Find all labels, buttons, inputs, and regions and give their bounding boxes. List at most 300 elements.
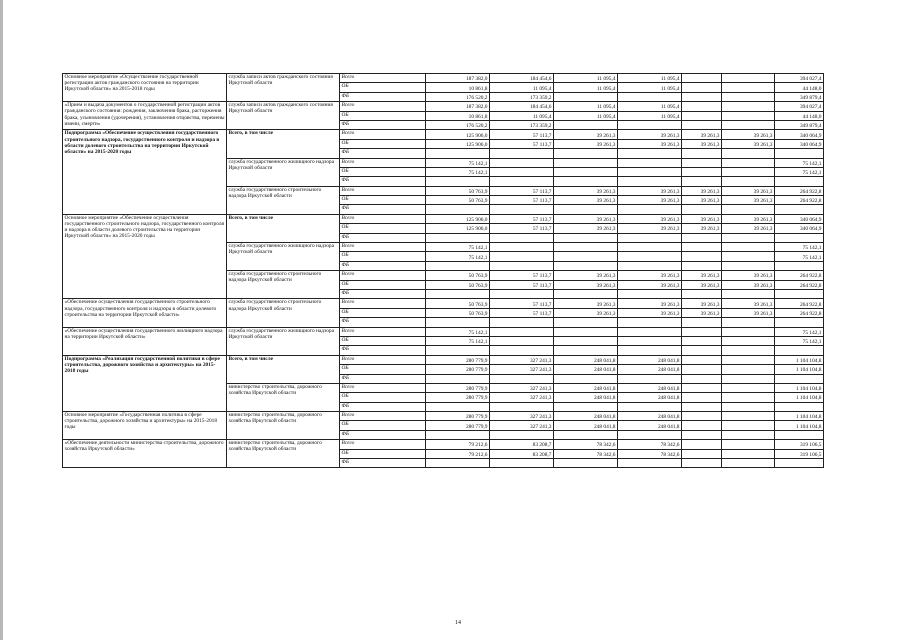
year-value-cell bbox=[490, 327, 554, 336]
year-value-cell bbox=[722, 412, 775, 421]
year-value-cell bbox=[426, 318, 490, 327]
funding-source-cell: Всего bbox=[340, 412, 426, 421]
year-value-cell: 248 041,8 bbox=[618, 393, 682, 402]
year-value-cell: 75 142,1 bbox=[426, 327, 490, 336]
year-value-cell: 125 906,0 bbox=[426, 224, 490, 233]
year-value-cell bbox=[554, 149, 618, 158]
year-value-cell: 11 095,4 bbox=[490, 111, 554, 120]
year-value-cell bbox=[682, 243, 722, 252]
year-value-cell bbox=[554, 120, 618, 129]
year-value-cell: 50 763,9 bbox=[426, 186, 490, 195]
funding-source-cell: ОБ bbox=[340, 421, 426, 430]
activity-name-cell: Основное мероприятие «Государственная политика в сфере строительства, дорожного хозяйства и архитектуры» на 2015-2018 годы bbox=[63, 412, 227, 440]
year-value-cell bbox=[618, 430, 682, 439]
year-value-cell bbox=[722, 289, 775, 298]
funding-source-cell: ОБ bbox=[340, 280, 426, 289]
year-value-cell bbox=[682, 167, 722, 176]
funding-source-cell: ФБ bbox=[340, 205, 426, 214]
funding-source-cell: ОБ bbox=[340, 449, 426, 458]
executor-cell: служба записи актов гражданского состояния Иркутской области bbox=[227, 74, 340, 102]
year-value-cell bbox=[722, 158, 775, 167]
total-value-cell bbox=[775, 261, 824, 270]
year-value-cell bbox=[722, 318, 775, 327]
total-value-cell bbox=[775, 318, 824, 327]
year-value-cell bbox=[554, 430, 618, 439]
year-value-cell: 10 861,8 bbox=[426, 111, 490, 120]
year-value-cell bbox=[618, 92, 682, 101]
year-value-cell: 327 241,3 bbox=[490, 355, 554, 364]
year-value-cell bbox=[490, 243, 554, 252]
year-value-cell: 78 342,6 bbox=[618, 449, 682, 458]
year-value-cell: 39 261,3 bbox=[554, 271, 618, 280]
year-value-cell bbox=[682, 374, 722, 383]
year-value-cell: 11 095,4 bbox=[618, 102, 682, 111]
year-value-cell bbox=[682, 92, 722, 101]
total-value-cell: 1 104 104,8 bbox=[775, 383, 824, 392]
executor-cell: служба записи актов гражданского состояния Иркутской области bbox=[227, 102, 340, 130]
year-value-cell: 39 261,3 bbox=[682, 299, 722, 308]
year-value-cell: 50 763,9 bbox=[426, 271, 490, 280]
total-value-cell: 1 104 104,8 bbox=[775, 393, 824, 402]
year-value-cell bbox=[618, 233, 682, 242]
total-value-cell: 319 106,5 bbox=[775, 440, 824, 449]
year-value-cell: 83 208,7 bbox=[490, 449, 554, 458]
total-value-cell: 75 142,1 bbox=[775, 158, 824, 167]
year-value-cell bbox=[426, 261, 490, 270]
year-value-cell bbox=[618, 336, 682, 345]
year-value-cell: 39 261,3 bbox=[554, 224, 618, 233]
total-value-cell: 75 142,1 bbox=[775, 252, 824, 261]
year-value-cell: 280 779,9 bbox=[426, 365, 490, 374]
year-value-cell bbox=[426, 289, 490, 298]
year-value-cell: 11 095,4 bbox=[618, 83, 682, 92]
funding-source-cell: ФБ bbox=[340, 374, 426, 383]
year-value-cell: 57 113,7 bbox=[490, 280, 554, 289]
year-value-cell: 50 763,9 bbox=[426, 280, 490, 289]
year-value-cell bbox=[682, 74, 722, 83]
year-value-cell bbox=[490, 233, 554, 242]
year-value-cell bbox=[682, 440, 722, 449]
year-value-cell bbox=[490, 402, 554, 411]
year-value-cell bbox=[722, 243, 775, 252]
year-value-cell bbox=[490, 430, 554, 439]
year-value-cell: 39 261,3 bbox=[682, 130, 722, 139]
funding-source-cell: ОБ bbox=[340, 336, 426, 345]
funding-source-cell: Всего bbox=[340, 243, 426, 252]
year-value-cell bbox=[554, 261, 618, 270]
year-value-cell bbox=[722, 120, 775, 129]
year-value-cell: 39 261,3 bbox=[682, 214, 722, 223]
executor-cell: служба государственного строительного надзора Иркутской области bbox=[227, 299, 340, 327]
year-value-cell: 280 779,9 bbox=[426, 412, 490, 421]
year-value-cell bbox=[722, 421, 775, 430]
funding-source-cell: ОБ bbox=[340, 167, 426, 176]
year-value-cell: 327 241,3 bbox=[490, 365, 554, 374]
year-value-cell: 39 261,3 bbox=[682, 139, 722, 148]
year-value-cell: 79 212,6 bbox=[426, 449, 490, 458]
year-value-cell bbox=[554, 167, 618, 176]
funding-source-cell: ФБ bbox=[340, 346, 426, 355]
page-number: 14 bbox=[455, 620, 461, 626]
year-value-cell: 39 261,3 bbox=[554, 196, 618, 205]
year-value-cell bbox=[618, 167, 682, 176]
year-value-cell: 39 261,3 bbox=[618, 280, 682, 289]
funding-source-cell: ОБ bbox=[340, 365, 426, 374]
year-value-cell bbox=[490, 289, 554, 298]
funding-source-cell: ОБ bbox=[340, 393, 426, 402]
year-value-cell: 184 454,6 bbox=[490, 102, 554, 111]
activity-name-cell: Подпрограмма «Обеспечение осуществления государственного строительного надзора, государственного контроля и надзора в области долевого строительства на территории Иркутской области» на 2015-2020 годы bbox=[63, 130, 227, 215]
funding-source-cell: ФБ bbox=[340, 149, 426, 158]
year-value-cell bbox=[618, 149, 682, 158]
year-value-cell bbox=[554, 336, 618, 345]
total-value-cell: 349 879,4 bbox=[775, 120, 824, 129]
total-value-cell: 340 064,9 bbox=[775, 139, 824, 148]
year-value-cell: 75 142,1 bbox=[426, 158, 490, 167]
funding-source-cell: Всего bbox=[340, 383, 426, 392]
year-value-cell bbox=[426, 233, 490, 242]
year-value-cell bbox=[426, 177, 490, 186]
year-value-cell bbox=[618, 374, 682, 383]
year-value-cell: 248 041,8 bbox=[618, 355, 682, 364]
year-value-cell bbox=[554, 177, 618, 186]
year-value-cell: 39 261,3 bbox=[682, 280, 722, 289]
total-value-cell: 75 142,1 bbox=[775, 327, 824, 336]
year-value-cell bbox=[682, 365, 722, 374]
total-value-cell: 1 104 104,8 bbox=[775, 365, 824, 374]
year-value-cell bbox=[618, 327, 682, 336]
funding-source-cell: ФБ bbox=[340, 92, 426, 101]
year-value-cell bbox=[554, 327, 618, 336]
table-row bbox=[63, 299, 824, 308]
year-value-cell bbox=[490, 158, 554, 167]
total-value-cell bbox=[775, 374, 824, 383]
year-value-cell bbox=[426, 346, 490, 355]
year-value-cell bbox=[682, 318, 722, 327]
year-value-cell: 39 261,3 bbox=[722, 186, 775, 195]
year-value-cell: 184 454,6 bbox=[490, 74, 554, 83]
year-value-cell bbox=[722, 111, 775, 120]
year-value-cell: 39 261,3 bbox=[682, 224, 722, 233]
total-value-cell bbox=[775, 430, 824, 439]
year-value-cell: 39 261,3 bbox=[722, 280, 775, 289]
year-value-cell bbox=[682, 120, 722, 129]
year-value-cell bbox=[722, 393, 775, 402]
total-value-cell: 75 142,1 bbox=[775, 336, 824, 345]
year-value-cell: 39 261,3 bbox=[722, 271, 775, 280]
year-value-cell: 125 906,0 bbox=[426, 214, 490, 223]
year-value-cell bbox=[426, 402, 490, 411]
year-value-cell bbox=[722, 383, 775, 392]
year-value-cell: 39 261,3 bbox=[722, 214, 775, 223]
total-value-cell: 264 922,8 bbox=[775, 271, 824, 280]
total-value-cell: 394 027,4 bbox=[775, 74, 824, 83]
activity-name-cell: «Прием и выдача документов о государственной регистрации актов гражданского состояния: рождения, заключения брака, расторжения брака, усыновления (удочерения), установления отцовства, перемены имени, смерти» bbox=[63, 102, 227, 130]
year-value-cell: 248 041,8 bbox=[554, 421, 618, 430]
year-value-cell bbox=[554, 346, 618, 355]
year-value-cell bbox=[618, 402, 682, 411]
year-value-cell bbox=[490, 177, 554, 186]
year-value-cell bbox=[722, 440, 775, 449]
year-value-cell: 75 142,1 bbox=[426, 252, 490, 261]
year-value-cell: 57 113,7 bbox=[490, 139, 554, 148]
year-value-cell bbox=[682, 421, 722, 430]
funding-source-cell: ФБ bbox=[340, 261, 426, 270]
year-value-cell: 39 261,3 bbox=[554, 214, 618, 223]
year-value-cell: 10 861,8 bbox=[426, 83, 490, 92]
year-value-cell: 176 520,2 bbox=[426, 120, 490, 129]
year-value-cell: 57 113,7 bbox=[490, 186, 554, 195]
year-value-cell bbox=[490, 459, 554, 468]
table-row bbox=[63, 355, 824, 364]
year-value-cell bbox=[554, 402, 618, 411]
year-value-cell: 248 041,8 bbox=[554, 365, 618, 374]
year-value-cell: 39 261,3 bbox=[722, 308, 775, 317]
executor-cell: Всего, в том числе bbox=[227, 355, 340, 383]
year-value-cell: 57 113,7 bbox=[490, 214, 554, 223]
year-value-cell: 280 779,9 bbox=[426, 393, 490, 402]
total-value-cell: 394 027,4 bbox=[775, 102, 824, 111]
year-value-cell: 39 261,3 bbox=[682, 271, 722, 280]
year-value-cell bbox=[682, 252, 722, 261]
funding-source-cell: Всего bbox=[340, 271, 426, 280]
year-value-cell bbox=[722, 355, 775, 364]
total-value-cell: 264 922,8 bbox=[775, 299, 824, 308]
executor-cell: Всего, в том числе bbox=[227, 130, 340, 158]
funding-source-cell: Всего bbox=[340, 130, 426, 139]
year-value-cell bbox=[682, 412, 722, 421]
year-value-cell bbox=[490, 374, 554, 383]
year-value-cell bbox=[722, 233, 775, 242]
year-value-cell: 173 359,2 bbox=[490, 120, 554, 129]
total-value-cell: 264 922,8 bbox=[775, 196, 824, 205]
year-value-cell: 327 241,3 bbox=[490, 421, 554, 430]
total-value-cell bbox=[775, 402, 824, 411]
year-value-cell: 248 041,8 bbox=[554, 393, 618, 402]
year-value-cell: 248 041,8 bbox=[554, 355, 618, 364]
executor-cell: служба государственного строительного надзора Иркутской области bbox=[227, 271, 340, 299]
year-value-cell bbox=[618, 346, 682, 355]
year-value-cell bbox=[426, 374, 490, 383]
total-value-cell bbox=[775, 289, 824, 298]
year-value-cell: 78 342,6 bbox=[554, 449, 618, 458]
total-value-cell: 75 142,1 bbox=[775, 243, 824, 252]
total-value-cell bbox=[775, 233, 824, 242]
year-value-cell: 57 113,7 bbox=[490, 224, 554, 233]
table-row bbox=[63, 130, 824, 139]
year-value-cell bbox=[490, 205, 554, 214]
year-value-cell: 57 113,7 bbox=[490, 130, 554, 139]
funding-source-cell: ОБ bbox=[340, 196, 426, 205]
year-value-cell: 39 261,3 bbox=[682, 308, 722, 317]
total-value-cell: 1 104 104,8 bbox=[775, 412, 824, 421]
year-value-cell bbox=[722, 167, 775, 176]
year-value-cell: 57 113,7 bbox=[490, 308, 554, 317]
activity-name-cell: Основное мероприятие «Обеспечение осуществления государственного строительного надзора, государственного контроля и надзора в области долевого строительства на территории Иркутской области» на 2015-2020 годы bbox=[63, 214, 227, 299]
year-value-cell: 11 095,4 bbox=[618, 111, 682, 120]
year-value-cell: 39 261,3 bbox=[618, 299, 682, 308]
year-value-cell bbox=[682, 158, 722, 167]
year-value-cell: 39 261,3 bbox=[722, 139, 775, 148]
table-row bbox=[63, 102, 824, 111]
year-value-cell bbox=[618, 318, 682, 327]
year-value-cell bbox=[722, 149, 775, 158]
year-value-cell: 57 113,7 bbox=[490, 196, 554, 205]
funding-source-cell: ОБ bbox=[340, 308, 426, 317]
year-value-cell: 39 261,3 bbox=[554, 130, 618, 139]
year-value-cell bbox=[722, 102, 775, 111]
year-value-cell bbox=[682, 383, 722, 392]
total-value-cell bbox=[775, 149, 824, 158]
year-value-cell: 39 261,3 bbox=[722, 196, 775, 205]
year-value-cell: 83 208,7 bbox=[490, 440, 554, 449]
year-value-cell: 39 261,3 bbox=[618, 308, 682, 317]
year-value-cell: 11 095,4 bbox=[554, 102, 618, 111]
year-value-cell: 176 520,2 bbox=[426, 92, 490, 101]
year-value-cell bbox=[722, 177, 775, 186]
year-value-cell bbox=[618, 252, 682, 261]
executor-cell: служба государственного жилищного надзора Иркутской области bbox=[227, 327, 340, 355]
funding-source-cell: ОБ bbox=[340, 224, 426, 233]
executor-cell: Всего, в том числе bbox=[227, 214, 340, 242]
funding-source-cell: ФБ bbox=[340, 430, 426, 439]
year-value-cell bbox=[682, 83, 722, 92]
year-value-cell: 75 142,1 bbox=[426, 243, 490, 252]
year-value-cell bbox=[426, 205, 490, 214]
year-value-cell bbox=[682, 459, 722, 468]
year-value-cell: 11 095,4 bbox=[490, 83, 554, 92]
executor-cell: министерство строительства, дорожного хозяйства Иркутской области bbox=[227, 412, 340, 440]
year-value-cell bbox=[618, 261, 682, 270]
year-value-cell: 50 763,9 bbox=[426, 196, 490, 205]
year-value-cell bbox=[682, 261, 722, 270]
funding-source-cell: Всего bbox=[340, 299, 426, 308]
year-value-cell: 125 906,0 bbox=[426, 139, 490, 148]
year-value-cell: 11 095,4 bbox=[554, 111, 618, 120]
total-value-cell: 44 148,0 bbox=[775, 83, 824, 92]
year-value-cell bbox=[722, 402, 775, 411]
year-value-cell bbox=[722, 365, 775, 374]
table-row bbox=[63, 327, 824, 336]
year-value-cell bbox=[682, 346, 722, 355]
year-value-cell: 75 142,1 bbox=[426, 167, 490, 176]
year-value-cell bbox=[682, 430, 722, 439]
scan-edge bbox=[0, 0, 3, 640]
year-value-cell: 78 342,6 bbox=[554, 440, 618, 449]
total-value-cell: 340 064,9 bbox=[775, 214, 824, 223]
executor-cell: служба государственного жилищного надзора Иркутской области bbox=[227, 158, 340, 186]
year-value-cell bbox=[554, 243, 618, 252]
year-value-cell bbox=[722, 449, 775, 458]
year-value-cell: 57 113,7 bbox=[490, 299, 554, 308]
year-value-cell: 39 261,3 bbox=[554, 139, 618, 148]
funding-source-cell: ФБ bbox=[340, 120, 426, 129]
total-value-cell bbox=[775, 459, 824, 468]
year-value-cell: 39 261,3 bbox=[618, 139, 682, 148]
year-value-cell: 75 142,1 bbox=[426, 336, 490, 345]
year-value-cell bbox=[426, 149, 490, 158]
year-value-cell: 173 359,2 bbox=[490, 92, 554, 101]
year-value-cell: 39 261,3 bbox=[722, 224, 775, 233]
funding-source-cell: Всего bbox=[340, 102, 426, 111]
table-row bbox=[63, 412, 824, 421]
funding-source-cell: Всего bbox=[340, 186, 426, 195]
year-value-cell bbox=[618, 459, 682, 468]
year-value-cell bbox=[722, 74, 775, 83]
total-value-cell bbox=[775, 205, 824, 214]
executor-cell: служба государственного строительного надзора Иркутской области bbox=[227, 186, 340, 214]
table-row bbox=[63, 440, 824, 449]
funding-source-cell: Всего bbox=[340, 158, 426, 167]
year-value-cell: 327 241,3 bbox=[490, 393, 554, 402]
year-value-cell bbox=[722, 374, 775, 383]
total-value-cell: 1 104 104,8 bbox=[775, 421, 824, 430]
funding-source-cell: ФБ bbox=[340, 402, 426, 411]
year-value-cell bbox=[722, 327, 775, 336]
year-value-cell: 50 763,9 bbox=[426, 308, 490, 317]
year-value-cell bbox=[490, 252, 554, 261]
year-value-cell bbox=[618, 205, 682, 214]
funding-source-cell: Всего bbox=[340, 355, 426, 364]
activity-name-cell: Основное мероприятие «Осуществление государственной регистрации актов гражданского состояния на территории Иркутской области» на 2015-2018 годы bbox=[63, 74, 227, 102]
funding-source-cell: ОБ bbox=[340, 252, 426, 261]
year-value-cell: 187 382,0 bbox=[426, 74, 490, 83]
year-value-cell bbox=[682, 355, 722, 364]
year-value-cell bbox=[682, 233, 722, 242]
year-value-cell bbox=[554, 459, 618, 468]
year-value-cell bbox=[554, 205, 618, 214]
year-value-cell: 327 241,3 bbox=[490, 383, 554, 392]
year-value-cell: 280 779,9 bbox=[426, 383, 490, 392]
year-value-cell: 39 261,3 bbox=[722, 130, 775, 139]
executor-cell: служба государственного жилищного надзора Иркутской области bbox=[227, 243, 340, 271]
total-value-cell bbox=[775, 346, 824, 355]
year-value-cell bbox=[490, 346, 554, 355]
executor-cell: министерство строительства, дорожного хозяйства Иркутской области bbox=[227, 440, 340, 468]
year-value-cell bbox=[722, 92, 775, 101]
year-value-cell: 50 763,9 bbox=[426, 299, 490, 308]
funding-source-cell: ФБ bbox=[340, 233, 426, 242]
total-value-cell: 264 922,8 bbox=[775, 186, 824, 195]
table-row bbox=[63, 74, 824, 83]
year-value-cell: 125 906,0 bbox=[426, 130, 490, 139]
year-value-cell: 248 041,8 bbox=[618, 421, 682, 430]
funding-source-cell: Всего bbox=[340, 214, 426, 223]
funding-source-cell: ФБ bbox=[340, 289, 426, 298]
total-value-cell: 340 064,9 bbox=[775, 130, 824, 139]
total-value-cell: 264 922,8 bbox=[775, 280, 824, 289]
year-value-cell bbox=[618, 177, 682, 186]
year-value-cell bbox=[426, 430, 490, 439]
year-value-cell: 39 261,3 bbox=[618, 214, 682, 223]
funding-source-cell: Всего bbox=[340, 440, 426, 449]
funding-source-cell: Всего bbox=[340, 327, 426, 336]
table-row bbox=[63, 214, 824, 223]
year-value-cell bbox=[554, 233, 618, 242]
year-value-cell bbox=[682, 102, 722, 111]
activity-name-cell: Подпрограмма «Реализация государственной политики в сфере строительства, дорожного хозяйства и архитектуры» на 2015-2018 годы bbox=[63, 355, 227, 411]
year-value-cell bbox=[722, 430, 775, 439]
year-value-cell bbox=[682, 177, 722, 186]
year-value-cell: 39 261,3 bbox=[554, 299, 618, 308]
year-value-cell: 39 261,3 bbox=[682, 196, 722, 205]
year-value-cell: 248 041,8 bbox=[554, 412, 618, 421]
total-value-cell: 44 148,0 bbox=[775, 111, 824, 120]
year-value-cell: 280 779,9 bbox=[426, 421, 490, 430]
year-value-cell: 39 261,3 bbox=[618, 224, 682, 233]
year-value-cell bbox=[554, 252, 618, 261]
year-value-cell bbox=[682, 289, 722, 298]
